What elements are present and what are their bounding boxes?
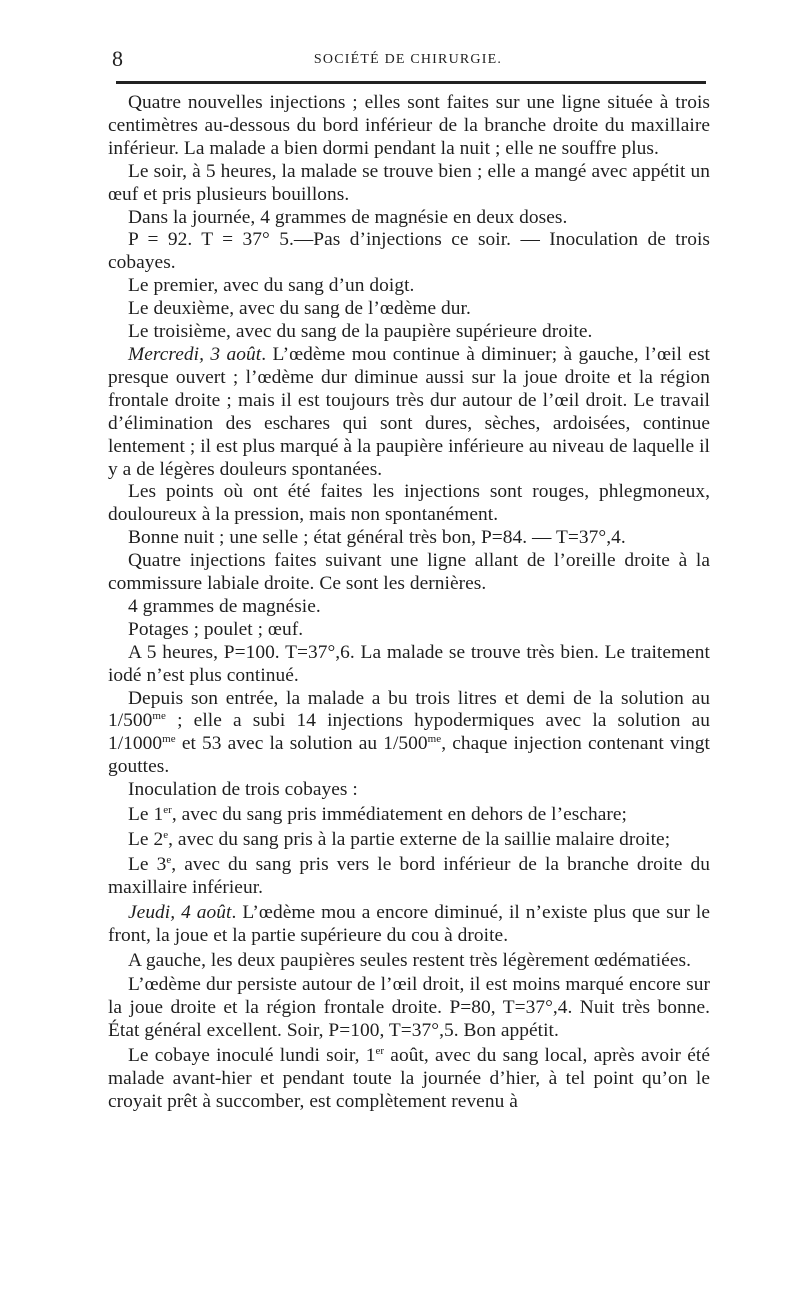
paragraph: Dans la journée, 4 grammes de magnésie en deux doses. xyxy=(128,206,568,228)
paragraph: Inoculation de trois cobayes : xyxy=(128,779,358,801)
paragraph-dated: Mercredi, 3 août. L’œdème mou continue à diminuer; à gauche, l’œil est presque ouvert ; l’œdème dur diminue aussi sur la joue droite et la région frontale droite ; mais il est toujours très dur autour de l’œil droit. Le travail d’élimination des eschares qui sont dures, sèches, ardoisées, continue lentement ; il est plus marqué à la paupière inférieure au niveau de laquelle il y a de légères douleurs spontanées. xyxy=(108,343,710,480)
paragraph: Quatre injections faites suivant une ligne allant de l’oreille droite à la commissure labiale droite. Ce sont les dernières. xyxy=(108,550,710,595)
header-rule xyxy=(116,81,706,84)
paragraph-dated: Jeudi, 4 août. L’œdème mou a encore diminué, il n’existe plus que sur le front, la joue et la partie supérieure du cou à droite. xyxy=(108,901,710,946)
page-header xyxy=(112,44,704,74)
paragraph: 4 grammes de magnésie. xyxy=(128,595,321,617)
paragraph: Le 3e, avec du sang pris vers le bord inférieur de la branche droite du maxillaire inférieur. xyxy=(108,853,710,898)
paragraph: Les points où ont été faites les injections sont rouges, phlegmoneux, douloureux à la pression, mais non spontanément. xyxy=(108,481,710,526)
paragraph: Le troisième, avec du sang de la paupière supérieure droite. xyxy=(128,321,593,343)
paragraph: Le 1er, avec du sang pris immédiatement en dehors de l’eschare; xyxy=(128,804,627,826)
paragraph: A 5 heures, P=100. T=37°,6. La malade se trouve très bien. Le traitement iodé n’est plus continué. xyxy=(108,641,710,686)
paragraph: Le 2e, avec du sang pris à la partie externe de la saillie malaire droite; xyxy=(128,829,671,850)
paragraph: Le soir, à 5 heures, la malade se trouve bien ; elle a mangé avec appétit un œuf et pris plusieurs bouillons. xyxy=(108,160,710,205)
paragraph: Depuis son entrée, la malade a bu trois litres et demi de la solution au $1/500^{me}$ ; elle a subi 14 injections hypodermiques avec la solution au $1/1000^{me}$ et 53 avec la solution au $1/500^{me}$, chaque injection contenant vingt gouttes. xyxy=(108,687,710,778)
paragraph: P = 92. T = 37° 5.—Pas d’injections ce soir. — Inoculation de trois cobayes. xyxy=(108,229,710,274)
paragraph: L’œdème dur persiste autour de l’œil droit, il est moins marqué encore sur la joue droite et la région frontale droite. P=80, T=37°,4. Nuit très bonne. État général excellent. Soir, P=100, T=37°,5. Bon appétit. xyxy=(108,974,710,1042)
paragraph: A gauche, les deux paupières seules restent très légèrement œdématiées. xyxy=(128,949,691,971)
paragraph: Le cobaye inoculé lundi soir, 1er août, avec du sang local, après avoir été malade avant-hier et pendant toute la journée d’hier, à tel point qu’on le croyait prêt à succomber, est complètement revenu à xyxy=(108,1045,710,1112)
paragraph: Bonne nuit ; une selle ; état général très bon, P=84. — T=37°,4. xyxy=(128,527,626,549)
paragraph: Quatre nouvelles injections ; elles sont faites sur une ligne située à trois centimètres au-dessous du bord inférieur de la branche droite du maxillaire inférieur. La malade a bien dormi pendant la nuit ; elle ne souffre plus. xyxy=(108,92,710,159)
paragraph: Le deuxième, avec du sang de l’œdème dur. xyxy=(128,298,471,320)
running-title: SOCIÉTÉ DE CHIRURGIE. xyxy=(313,52,503,67)
paragraph: Le premier, avec du sang d’un doigt. xyxy=(128,275,415,297)
paragraph: Potages ; poulet ; œuf. xyxy=(128,618,304,640)
page-number: 8 xyxy=(112,46,123,71)
body-text xyxy=(108,92,710,1114)
